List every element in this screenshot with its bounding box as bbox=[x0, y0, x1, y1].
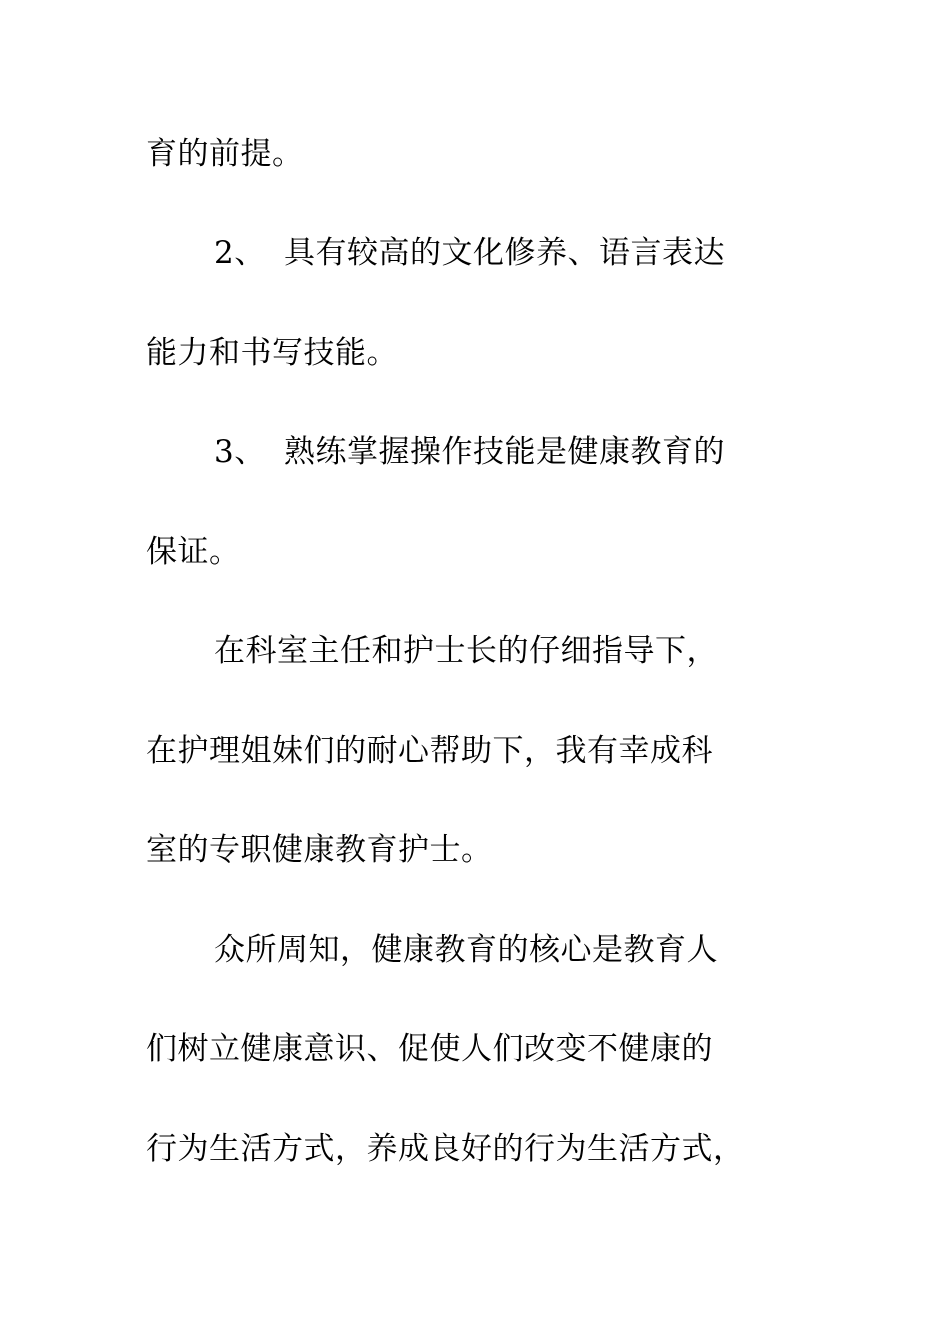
text-line: 能力和书写技能。 bbox=[146, 335, 398, 371]
list-item-2 bbox=[214, 233, 725, 273]
paragraph-start: 众所周知，健康教育的核心是教育人 bbox=[214, 932, 718, 968]
list-number: 3、 bbox=[214, 434, 266, 470]
text-line: 在护理姐妹们的耐心帮助下，我有幸成科 bbox=[146, 733, 713, 769]
text-line: 们树立健康意识、促使人们改变不健康的 bbox=[146, 1031, 713, 1067]
text-line: 熟练掌握操作技能是健康教育的 bbox=[284, 434, 725, 470]
text-line: 具有较高的文化修养、语言表达 bbox=[284, 235, 725, 271]
text-line: 育的前提。 bbox=[146, 136, 304, 172]
list-item-3 bbox=[214, 432, 725, 472]
text-line: 室的专职健康教育护士。 bbox=[146, 832, 493, 868]
list-number: 2、 bbox=[214, 235, 266, 271]
text-line: 行为生活方式，养成良好的行为生活方式， bbox=[146, 1131, 745, 1167]
text-line: 保证。 bbox=[146, 534, 241, 570]
paragraph-start: 在科室主任和护士长的仔细指导下， bbox=[214, 633, 718, 669]
